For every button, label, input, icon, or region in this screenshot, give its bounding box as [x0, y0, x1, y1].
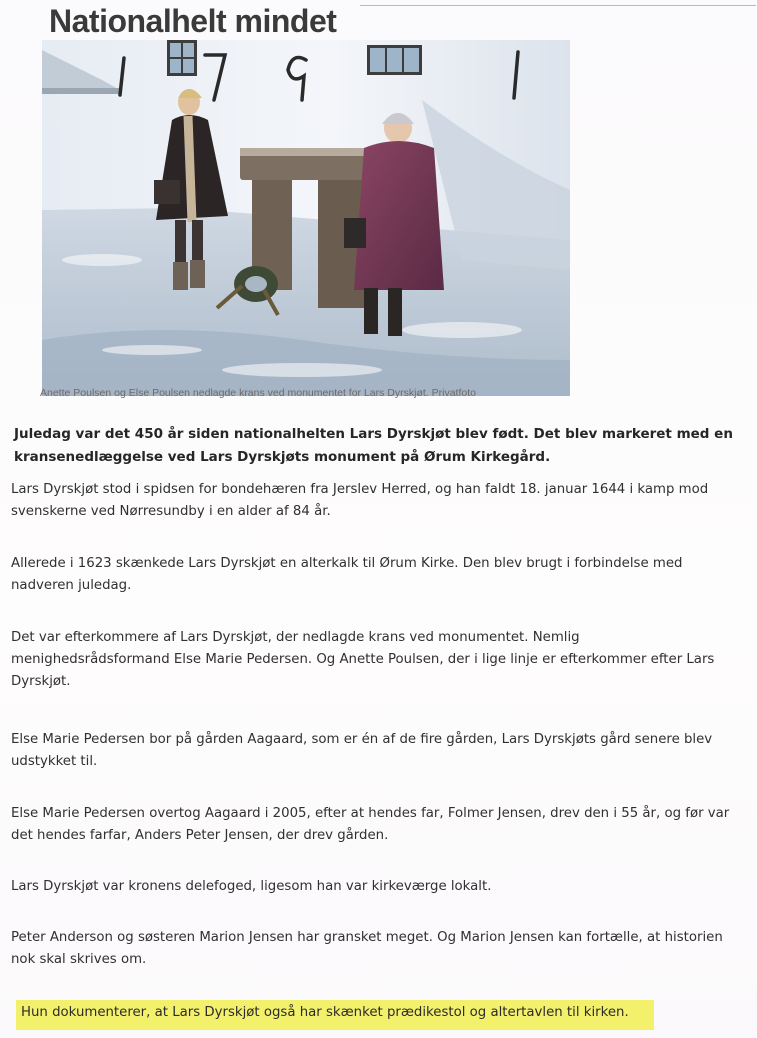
- highlighted-sentence: Hun dokumenterer, at Lars Dyrskjøt også har skænket prædikestol og altertavlen til kirken.: [21, 1005, 629, 1020]
- body-paragraph: Allerede i 1623 skænkede Lars Dyrskjøt en alterkalk til Ørum Kirke. Den blev brugt i forbindelse med nadveren juledag.: [11, 556, 683, 593]
- body-paragraph: Lars Dyrskjøt stod i spidsen for bondehæren fra Jerslev Herred, og han faldt 18. januar 1644 i kamp mod svenskerne ved Nørresundby i en alder af 84 år.: [11, 482, 709, 519]
- body-paragraph: Lars Dyrskjøt var kronens delefoged, ligesom han var kirkeværge lokalt.: [11, 879, 492, 894]
- body-paragraph: Else Marie Pedersen bor på gården Aagaard, som er én af de fire gården, Lars Dyrskjøts gård senere blev udstykket til.: [11, 732, 713, 769]
- article-photo: [42, 40, 570, 396]
- headline: Nationalhelt mindet: [49, 3, 337, 39]
- photo-caption: Anette Poulsen og Else Poulsen nedlagde krans ved monumentet for Lars Dyrskjøt. Privatfoto: [40, 387, 476, 399]
- body-paragraph: Det var efterkommere af Lars Dyrskjøt, der nedlagde krans ved monumentet. Nemlig menighedsrådsformand Else Marie Pedersen. Og Anette Poulsen, der i lige linje er efterkommer efter Lars Dyrskjøt.: [11, 630, 715, 689]
- lead-paragraph: Juledag var det 450 år siden nationalhelten Lars Dyrskjøt blev født. Det blev markeret med en kransenedlæggelse ved Lars Dyrskjøts monument på Ørum Kirkegård.: [14, 426, 733, 465]
- top-rule: [360, 5, 756, 6]
- body-paragraph: Else Marie Pedersen overtog Aagaard i 2005, efter at hendes far, Folmer Jensen, drev den i 55 år, og før var det hendes farfar, Anders Peter Jensen, der drev gården.: [11, 806, 730, 843]
- body-paragraph: Peter Anderson og søsteren Marion Jensen har gransket meget. Og Marion Jensen kan fortælle, at historien nok skal skrives om.: [11, 930, 723, 967]
